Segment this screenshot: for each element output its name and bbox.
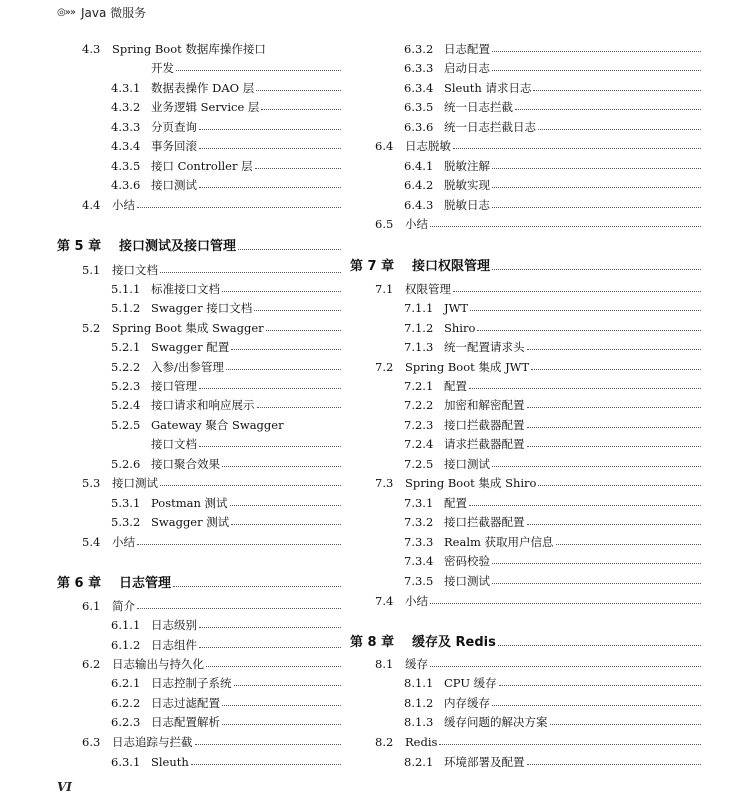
section-title: Gateway 聚合 Swagger: [151, 417, 284, 432]
toc-entry[interactable]: [57, 450, 342, 470]
toc-entry[interactable]: [350, 191, 702, 211]
toc-entry[interactable]: [57, 93, 342, 113]
toc-entry[interactable]: [350, 314, 702, 334]
dot-leader: [527, 764, 702, 765]
toc-entry[interactable]: [57, 54, 342, 74]
toc-entry[interactable]: [57, 333, 342, 353]
chapter-title: 接口权限管理: [412, 259, 491, 274]
dot-leader: [199, 446, 341, 447]
dot-leader: [492, 563, 701, 564]
section-number: 5.3: [82, 475, 101, 490]
toc-entry[interactable]: [57, 592, 342, 612]
section-title: 日志级别: [151, 617, 197, 632]
section-number: 5.4: [82, 534, 101, 549]
section-title: 小结: [405, 216, 428, 231]
section-title: 脱敏日志: [444, 197, 490, 212]
section-number: 4.3.6: [111, 177, 141, 192]
section-title: 日志输出与持久化: [112, 656, 204, 671]
dot-leader: [492, 51, 701, 52]
dot-leader: [498, 645, 701, 646]
section-title: Redis: [405, 734, 438, 749]
chapter-entry[interactable]: [57, 231, 342, 253]
section-number: 4.3.2: [111, 99, 141, 114]
dot-leader: [199, 187, 341, 188]
toc-entry[interactable]: [57, 372, 342, 392]
toc-entry[interactable]: [350, 430, 702, 450]
section-title: 接口文档: [112, 262, 158, 277]
dot-leader: [222, 466, 341, 467]
section-title: Postman 测试: [151, 495, 228, 510]
section-title: 日志追踪与拦截: [112, 734, 193, 749]
section-number: 7.3.1: [404, 495, 434, 510]
section-title: Sleuth: [151, 754, 189, 769]
toc-entry[interactable]: [350, 152, 702, 172]
section-number: 8.2.1: [404, 754, 434, 769]
section-number: 6.3.3: [404, 60, 434, 75]
section-title: 日志组件: [151, 637, 197, 652]
section-title: 启动日志: [444, 60, 490, 75]
section-number: 6.3.5: [404, 99, 434, 114]
section-number: 8.1.3: [404, 714, 434, 729]
section-title: 接口测试: [444, 573, 490, 588]
section-title: CPU 缓存: [444, 675, 497, 690]
dot-leader: [533, 90, 701, 91]
section-number: 5.2.1: [111, 339, 141, 354]
dot-leader: [261, 109, 341, 110]
dot-leader: [492, 583, 701, 584]
section-title: 业务逻辑 Service 层: [151, 99, 260, 114]
section-title: 请求拦截器配置: [444, 436, 525, 451]
dot-leader: [430, 666, 701, 667]
dot-leader: [492, 466, 701, 467]
dot-leader: [176, 70, 341, 71]
dot-leader: [527, 524, 702, 525]
dot-leader: [238, 249, 341, 250]
dot-leader: [492, 187, 701, 188]
toc-entry[interactable]: [350, 391, 702, 411]
section-number: 6.2.3: [111, 714, 141, 729]
dot-leader: [230, 505, 341, 506]
toc-entry[interactable]: [57, 353, 342, 373]
section-title: Sleuth 请求日志: [444, 80, 532, 95]
dot-leader: [234, 685, 342, 686]
toc-entry[interactable]: [57, 256, 342, 276]
section-number: 6.4.2: [404, 177, 434, 192]
dot-leader: [499, 685, 701, 686]
header-chevron-icon: ◎»»: [57, 6, 75, 18]
section-number: 7.3.5: [404, 573, 434, 588]
dot-leader: [255, 168, 341, 169]
section-title: 事务回滚: [151, 138, 197, 153]
dot-leader: [492, 207, 701, 208]
chapter-title: 缓存及 Redis: [412, 635, 496, 650]
section-title: Spring Boot 集成 JWT: [405, 359, 530, 374]
dot-leader: [430, 226, 701, 227]
section-title: 统一日志拦截日志: [444, 119, 536, 134]
toc-entry[interactable]: [57, 650, 342, 670]
toc-entry[interactable]: [350, 353, 702, 373]
section-number: 5.2: [82, 320, 101, 335]
section-number: 6.3.2: [404, 41, 434, 56]
toc-entry[interactable]: [57, 35, 342, 55]
toc-entry[interactable]: [57, 528, 342, 548]
toc-entry[interactable]: [350, 708, 702, 728]
dot-leader: [137, 544, 341, 545]
section-title: 接口管理: [151, 378, 197, 393]
section-title: 环境部署及配置: [444, 754, 525, 769]
dot-leader: [531, 369, 701, 370]
toc-entry[interactable]: [57, 611, 342, 631]
section-title: Swagger 测试: [151, 514, 230, 529]
section-title: 统一配置请求头: [444, 339, 525, 354]
section-title: 密码校验: [444, 553, 490, 568]
dot-leader: [160, 485, 341, 486]
section-number: 4.3.5: [111, 158, 141, 173]
section-title: 脱敏实现: [444, 177, 490, 192]
section-title: 接口拦截器配置: [444, 417, 525, 432]
toc-entry[interactable]: [350, 333, 702, 353]
section-number: 5.2.2: [111, 359, 141, 374]
section-number: 5.2.4: [111, 397, 141, 412]
toc-entry[interactable]: [350, 650, 702, 670]
chapter-title: 日志管理: [119, 576, 172, 591]
dot-leader: [199, 388, 341, 389]
dot-leader: [256, 90, 341, 91]
dot-leader: [439, 744, 701, 745]
toc-entry[interactable]: [57, 74, 342, 94]
section-number: 7.2.3: [404, 417, 434, 432]
toc-entry[interactable]: [350, 567, 702, 587]
toc-entry[interactable]: [57, 430, 342, 450]
section-title: 标准接口文档: [151, 281, 220, 296]
section-title: 配置: [444, 378, 467, 393]
section-number: 7.2.1: [404, 378, 434, 393]
page-number: VI: [57, 780, 72, 794]
section-number: 6.2: [82, 656, 101, 671]
section-title: Spring Boot 数据库操作接口: [112, 41, 266, 56]
section-title: 开发: [151, 60, 174, 75]
section-number: 7.1: [375, 281, 394, 296]
toc-entry[interactable]: [350, 113, 702, 133]
section-title: 接口 Controller 层: [151, 158, 253, 173]
toc-entry[interactable]: [350, 294, 702, 314]
chapter-entry[interactable]: [350, 251, 702, 273]
toc-entry[interactable]: [57, 489, 342, 509]
chapter-number: 第 7 章: [350, 259, 395, 274]
toc-entry[interactable]: [57, 132, 342, 152]
section-title: 加密和解密配置: [444, 397, 525, 412]
dot-leader: [527, 446, 702, 447]
section-title: Swagger 接口文档: [151, 300, 253, 315]
toc-entry[interactable]: [350, 728, 702, 748]
section-title: 接口测试: [112, 475, 158, 490]
section-title: 小结: [112, 197, 135, 212]
section-title: 入参/出参管理: [151, 359, 224, 374]
dot-leader: [515, 109, 701, 110]
section-number: 4.3: [82, 41, 101, 56]
section-number: 4.3.1: [111, 80, 141, 95]
chapter-entry[interactable]: [57, 568, 342, 590]
section-number: 7.1.2: [404, 320, 434, 335]
toc-entry[interactable]: [350, 450, 702, 470]
toc-entry[interactable]: [57, 689, 342, 709]
section-title: 统一日志拦截: [444, 99, 513, 114]
section-number: 7.2.2: [404, 397, 434, 412]
section-number: 8.2: [375, 734, 394, 749]
section-title: 小结: [112, 534, 135, 549]
section-title: 小结: [405, 593, 428, 608]
section-title: 配置: [444, 495, 467, 510]
section-title: 内存缓存: [444, 695, 490, 710]
chapter-number: 第 8 章: [350, 635, 395, 650]
dot-leader: [477, 330, 701, 331]
section-title: Swagger 配置: [151, 339, 230, 354]
dot-leader: [527, 349, 702, 350]
header-title: Java 微服务: [80, 5, 147, 20]
section-title: 日志配置解析: [151, 714, 220, 729]
chapter-number: 第 6 章: [57, 576, 102, 591]
toc-entry[interactable]: [57, 748, 342, 768]
dot-leader: [527, 427, 702, 428]
toc-entry[interactable]: [57, 669, 342, 689]
dot-leader: [199, 647, 341, 648]
dot-leader: [550, 724, 702, 725]
section-number: 5.1.2: [111, 300, 141, 315]
section-title: 缓存问题的解决方案: [444, 714, 548, 729]
toc-entry[interactable]: [57, 708, 342, 728]
dot-leader: [257, 407, 342, 408]
dot-leader: [222, 291, 341, 292]
running-header: [57, 3, 146, 21]
section-title: 权限管理: [405, 281, 451, 296]
dot-leader: [199, 627, 341, 628]
section-title: 日志脱敏: [405, 138, 451, 153]
toc-entry[interactable]: [57, 631, 342, 651]
section-title: 数据表操作 DAO 层: [151, 80, 255, 95]
toc-entry[interactable]: [57, 391, 342, 411]
chapter-title: 接口测试及接口管理: [119, 239, 237, 254]
dot-leader: [430, 603, 701, 604]
dot-leader: [469, 505, 701, 506]
toc-entry[interactable]: [57, 191, 342, 211]
section-number: 7.4: [375, 593, 394, 608]
section-number: 4.4: [82, 197, 101, 212]
dot-leader: [199, 129, 341, 130]
section-number: 8.1: [375, 656, 394, 671]
dot-leader: [231, 524, 341, 525]
dot-leader: [492, 70, 701, 71]
section-title: 接口拦截器配置: [444, 514, 525, 529]
section-number: 7.1.1: [404, 300, 434, 315]
dot-leader: [492, 168, 701, 169]
section-number: 5.1.1: [111, 281, 141, 296]
section-number: 6.3.1: [111, 754, 141, 769]
section-number: 7.3: [375, 475, 394, 490]
dot-leader: [453, 291, 701, 292]
section-number: 5.2.5: [111, 417, 141, 432]
section-number: 7.2: [375, 359, 394, 374]
section-title: 分页查询: [151, 119, 197, 134]
section-number: 7.3.2: [404, 514, 434, 529]
section-title: 接口测试: [444, 456, 490, 471]
dot-leader: [199, 148, 341, 149]
section-number: 6.3.6: [404, 119, 434, 134]
section-title: Realm 获取用户信息: [444, 534, 554, 549]
toc-entry[interactable]: [350, 587, 702, 607]
toc-entry[interactable]: [350, 469, 702, 489]
toc-entry[interactable]: [350, 372, 702, 392]
section-number: 6.1.1: [111, 617, 141, 632]
section-number: 5.2.6: [111, 456, 141, 471]
section-number: 5.3.1: [111, 495, 141, 510]
section-title: Spring Boot 集成 Shiro: [405, 475, 537, 490]
section-number: 8.1.1: [404, 675, 434, 690]
section-number: 6.3.4: [404, 80, 434, 95]
section-number: 7.1.3: [404, 339, 434, 354]
section-number: 6.2.2: [111, 695, 141, 710]
dot-leader: [191, 764, 341, 765]
toc-entry[interactable]: [350, 93, 702, 113]
section-number: 4.3.4: [111, 138, 141, 153]
section-title: 接口请求和响应展示: [151, 397, 255, 412]
toc-entry[interactable]: [350, 210, 702, 230]
section-number: 7.2.4: [404, 436, 434, 451]
toc-entry[interactable]: [350, 508, 702, 528]
section-number: 7.3.4: [404, 553, 434, 568]
toc-entry[interactable]: [350, 748, 702, 768]
section-title: 日志过滤配置: [151, 695, 220, 710]
section-number: 6.2.1: [111, 675, 141, 690]
dot-leader: [538, 129, 701, 130]
dot-leader: [226, 369, 341, 370]
toc-entry[interactable]: [350, 689, 702, 709]
dot-leader: [137, 207, 341, 208]
dot-leader: [222, 724, 341, 725]
toc-entry[interactable]: [350, 54, 702, 74]
toc-entry[interactable]: [57, 728, 342, 748]
dot-leader: [222, 705, 341, 706]
toc-entry[interactable]: [57, 113, 342, 133]
section-number: 6.1.2: [111, 637, 141, 652]
section-number: 7.2.5: [404, 456, 434, 471]
dot-leader: [492, 269, 701, 270]
section-number: 6.4.1: [404, 158, 434, 173]
toc-entry[interactable]: [57, 314, 342, 334]
toc-entry[interactable]: [57, 294, 342, 314]
section-number: 7.3.3: [404, 534, 434, 549]
chapter-number: 第 5 章: [57, 239, 102, 254]
section-title: 简介: [112, 598, 135, 613]
section-title: 接口聚合效果: [151, 456, 220, 471]
toc-entry[interactable]: [57, 508, 342, 528]
toc-entry[interactable]: [57, 469, 342, 489]
toc-entry[interactable]: [350, 171, 702, 191]
dot-leader: [137, 608, 341, 609]
section-title: 日志配置: [444, 41, 490, 56]
toc-entry[interactable]: [350, 74, 702, 94]
toc-entry[interactable]: [57, 152, 342, 172]
dot-leader: [195, 744, 342, 745]
dot-leader: [469, 388, 701, 389]
toc-entry[interactable]: [350, 35, 702, 55]
section-number: 5.3.2: [111, 514, 141, 529]
dot-leader: [206, 666, 341, 667]
section-title: 缓存: [405, 656, 428, 671]
toc-entry[interactable]: [350, 669, 702, 689]
toc-entry[interactable]: [350, 489, 702, 509]
dot-leader: [538, 485, 701, 486]
section-number: 8.1.2: [404, 695, 434, 710]
section-number: 5.2.3: [111, 378, 141, 393]
dot-leader: [173, 586, 341, 587]
dot-leader: [556, 544, 701, 545]
toc-entry[interactable]: [350, 547, 702, 567]
section-title: 接口文档: [151, 436, 197, 451]
section-title: Shiro: [444, 320, 476, 335]
chapter-entry[interactable]: [350, 627, 702, 649]
section-number: 6.4: [375, 138, 394, 153]
section-title: Spring Boot 集成 Swagger: [112, 320, 264, 335]
dot-leader: [492, 705, 701, 706]
toc-entry[interactable]: [57, 411, 342, 431]
dot-leader: [470, 310, 701, 311]
dot-leader: [527, 407, 702, 408]
section-number: 5.1: [82, 262, 101, 277]
toc-entry[interactable]: [57, 171, 342, 191]
section-title: 日志控制子系统: [151, 675, 232, 690]
toc-entry[interactable]: [350, 275, 702, 295]
section-number: 6.5: [375, 216, 394, 231]
dot-leader: [266, 330, 341, 331]
dot-leader: [453, 148, 701, 149]
dot-leader: [254, 310, 341, 311]
section-number: 6.4.3: [404, 197, 434, 212]
toc-entry[interactable]: [350, 528, 702, 548]
dot-leader: [231, 349, 341, 350]
toc-entry[interactable]: [350, 132, 702, 152]
dot-leader: [160, 272, 341, 273]
section-title: JWT: [444, 300, 469, 315]
section-number: 6.3: [82, 734, 101, 749]
section-title: 脱敏注解: [444, 158, 490, 173]
section-number: 6.1: [82, 598, 101, 613]
toc-entry[interactable]: [57, 275, 342, 295]
section-title: 接口测试: [151, 177, 197, 192]
toc-entry[interactable]: [350, 411, 702, 431]
section-number: 4.3.3: [111, 119, 141, 134]
